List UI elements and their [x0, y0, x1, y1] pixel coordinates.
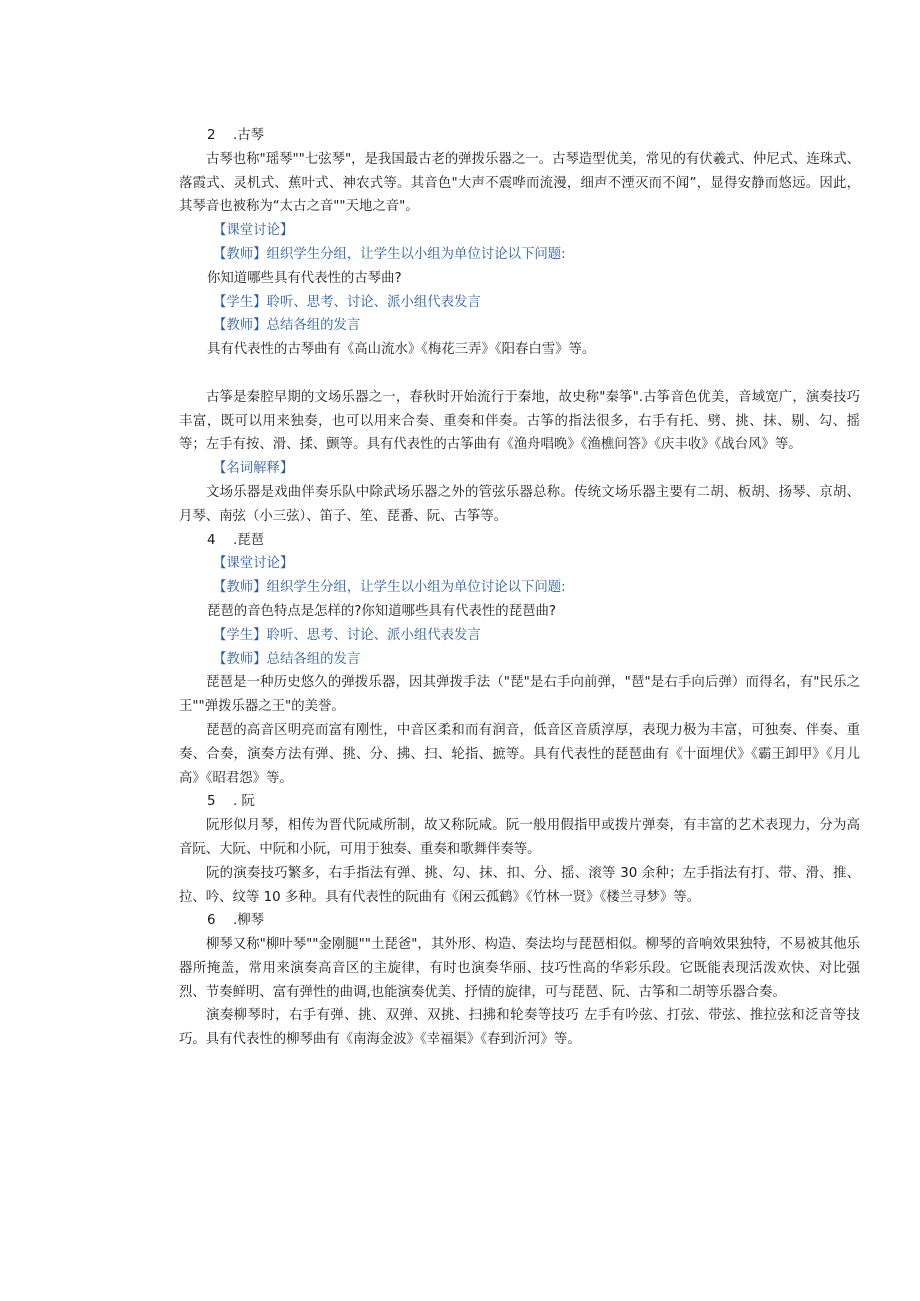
section-number: 2: [207, 128, 216, 143]
section-title: .古琴: [233, 128, 265, 143]
paragraph: 古筝是秦腔早期的文场乐器之一，春秋时开始流行于秦地，故史称"秦筝".古筝音色优美，音域宽广，演奏技巧丰富，既可以用来独奏，也可以用来合奏、重奏和伴奏。古筝的指法很多，右手有托、劈、挑、抹、剔、勾、摇等；左手有按、滑、揉、颤等。具有代表性的古筝曲有《渔舟唱晚》《渔樵问答》《庆丰收》《战台风》等。: [179, 389, 860, 453]
classroom-discussion-label: 【课堂讨论】: [213, 556, 294, 572]
section-heading: [179, 529, 860, 553]
paragraph: 演奏柳琴时，右手有弹、挑、双弹、双挑、扫拂和轮奏等技巧 左手有吟弦、打弦、带弦、推拉弦和泛音等技巧。具有代表性的柳琴曲有《南海金波》《幸福渠》《春到沂河》等。: [179, 1008, 860, 1048]
paragraph: 琵琶的高音区明亮而富有刚性，中音区柔和而有润音，低音区音质淳厚，表现力极为丰富，可独奏、伴奏、重奏、合奏，演奏方法有弹、挑、分、拂、扫、轮指、摭等。具有代表性的琵琶曲有《十面埋伏》《霸王卸甲》《月儿高》《昭君怨》等。: [179, 722, 860, 786]
student-activity: 【学生】聆听、思考、讨论、派小组代表发言: [213, 627, 481, 643]
section-heading: [179, 124, 860, 148]
paragraph: 阮的演奏技巧繁多，右手指法有弹、挑、勾、抹、扣、分、摇、滚等 30 余种；左手指法有打、带、滑、推、拉、吟、纹等 10 多种。具有代表性的阮曲有《闲云孤鹤》《竹林一贤》《楼兰寻梦》等。: [179, 865, 860, 905]
document-body: [179, 124, 860, 1052]
section-number: 5: [207, 794, 216, 810]
section-heading: [179, 790, 860, 814]
section-heading: [179, 909, 860, 933]
classroom-discussion-label: 【课堂讨论】: [213, 223, 294, 239]
term-explanation-label: 【名词解释】: [213, 461, 294, 477]
paragraph: 柳琴又称"柳叶琴""金刚腿""土琵爸"，其外形、构造、奏法均与琵琶相似。柳琴的音响效果独特，不易被其他乐器所掩盖，常用来演奏高音区的主旋律，有时也演奏华丽、技巧性高的华彩乐段。它既能表现活泼欢快、对比强烈、节奏鲜明、富有弹性的曲调,也能演奏优美、抒情的旋律，可与琵琶、阮、古筝和二胡等乐器合奏。: [179, 937, 860, 1000]
teacher-instruction: 【教师】组织学生分组，让学生以小组为单位讨论以下问题:: [213, 246, 566, 262]
paragraph: 琵琶是一种历史悠久的弹拨乐器，因其弹拨手法（"琵"是右手向前弹，"琶"是右手向后弹）而得名，有"民乐之王""弹拨乐器之王"的美誉。: [179, 675, 860, 715]
teacher-instruction: 【教师】组织学生分组，让学生以小组为单位讨论以下问题:: [213, 580, 566, 596]
section-number: 6: [207, 913, 216, 929]
section-number: 4: [207, 532, 216, 548]
paragraph: 阮形似月琴，相传为晋代阮咸所制，故又称阮咸。阮一般用假指甲或拨片弹奏，有丰富的艺术表现力，分为高音阮、大阮、中阮和小阮，可用于独奏、重奏和歌舞伴奏等。: [179, 818, 860, 857]
teacher-summary: 【教师】总结各组的发言: [213, 318, 361, 334]
section-title: .柳琴: [233, 913, 265, 929]
paragraph: 文场乐器是戏曲伴奏乐队中除武场乐器之外的管弦乐器总称。传统文场乐器主要有二胡、板胡、扬琴、京胡、月琴、南弦（小三弦）、笛子、笙、琵番、阮、古筝等。: [179, 484, 860, 524]
section-title: .琵琶: [233, 532, 265, 548]
teacher-summary: 【教师】总结各组的发言: [213, 651, 361, 667]
blank-line: [179, 362, 860, 386]
section-title: . 阮: [233, 794, 255, 810]
discussion-question: 琵琶的音色特点是怎样的?你知道哪些具有代表性的琵琶曲?: [207, 603, 556, 619]
answer-text: 具有代表性的古琴曲有《高山流水》《梅花三弄》《阳春白雪》等。: [207, 342, 596, 358]
discussion-question: 你知道哪些具有代表性的古琴曲?: [207, 270, 402, 286]
student-activity: 【学生】聆听、思考、讨论、派小组代表发言: [213, 294, 481, 310]
paragraph: 古琴也称"瑶琴""七弦琴"，是我国最古老的弹拨乐器之一。古琴造型优美，常见的有伏羲式、仲尼式、连珠式、落霞式、灵机式、蕉叶式、神农式等。其音色"大声不震哗而流漫，细声不湮灭而不闻”，显得安静而悠远。因此，其琴音也被称为“太古之音""天地之音"。: [179, 151, 860, 215]
